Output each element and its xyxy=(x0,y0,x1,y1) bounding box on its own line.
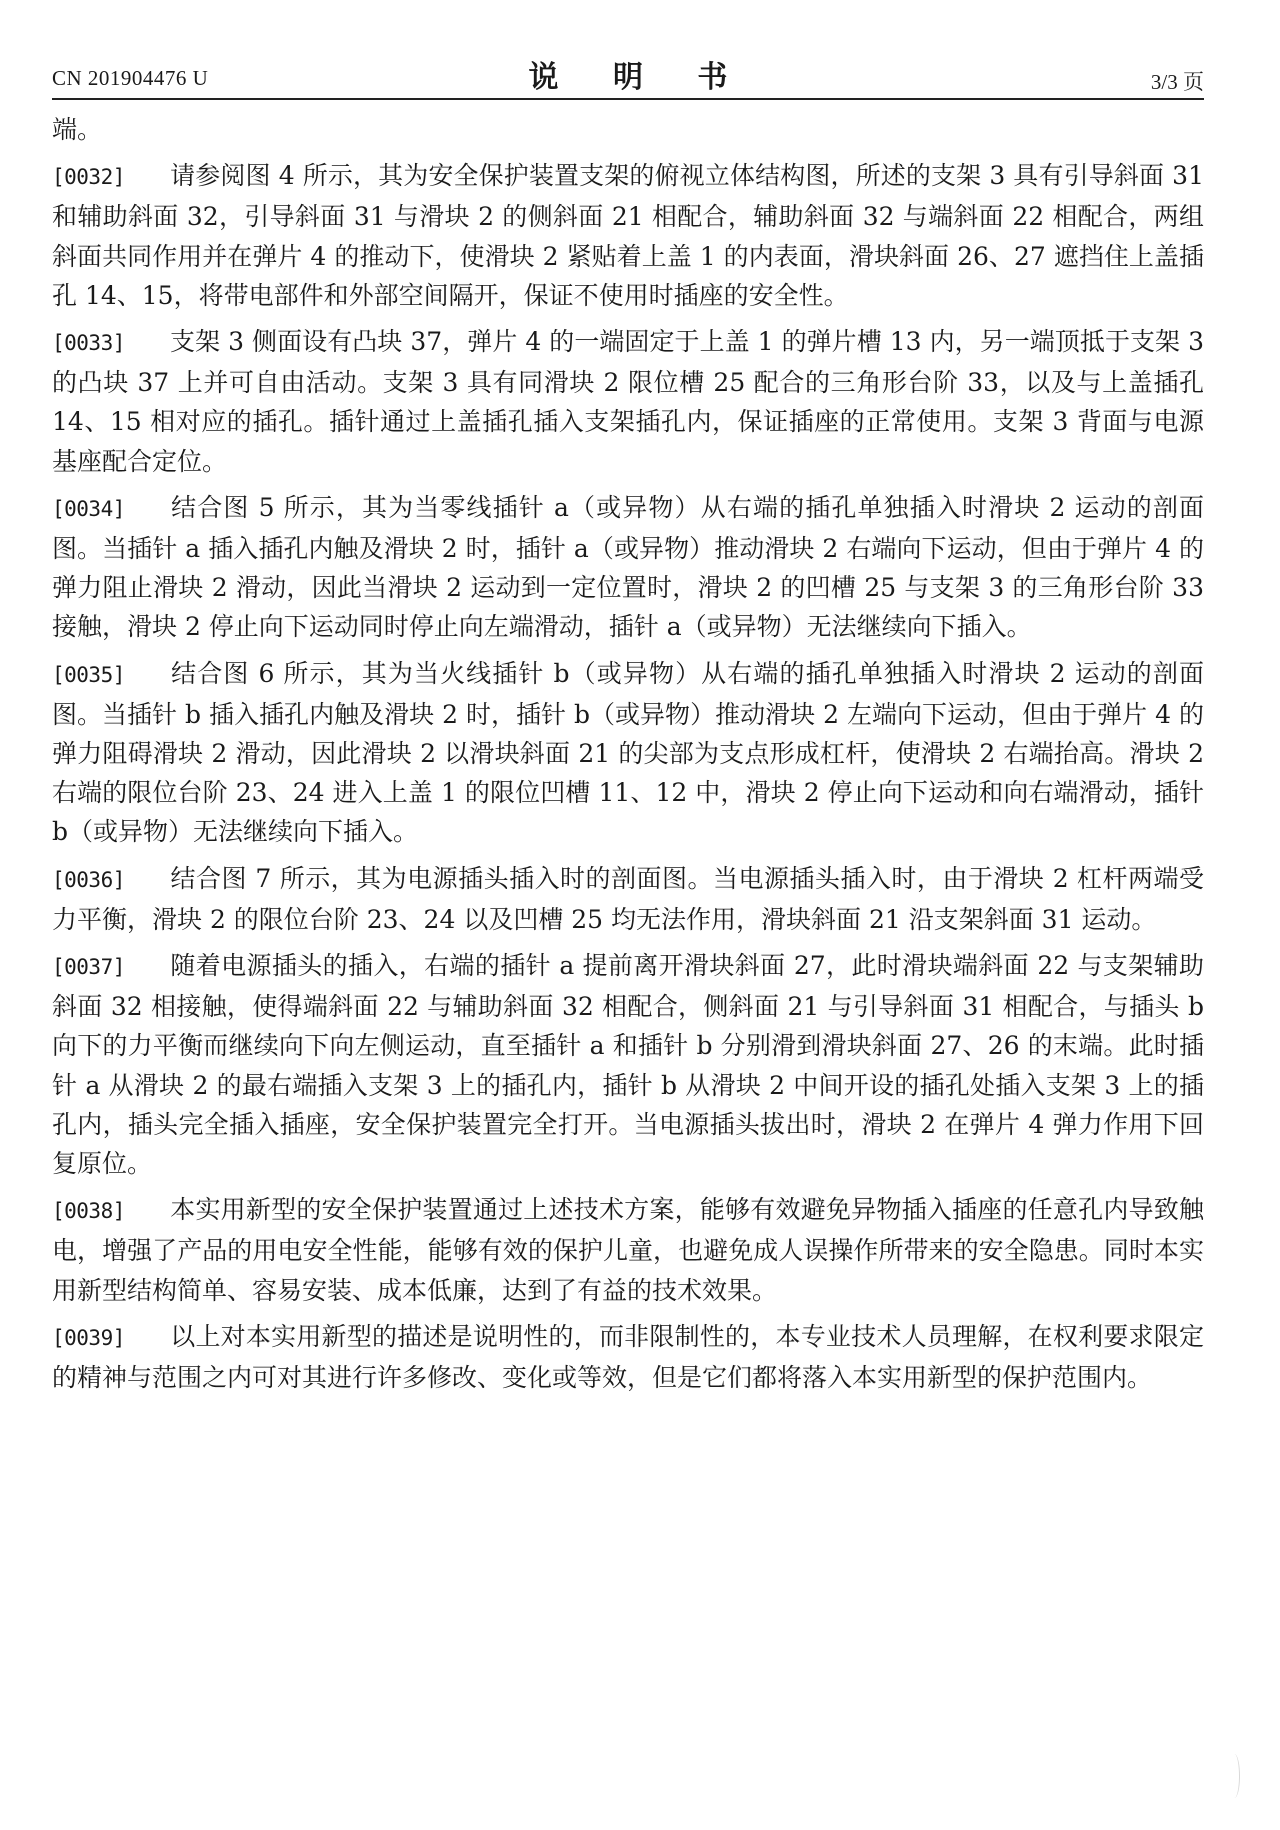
paragraph-0037 xyxy=(52,946,1204,1183)
paragraph-text: 请参阅图 4 所示，其为安全保护装置支架的俯视立体结构图，所述的支架 3 具有引导斜面 31 和辅助斜面 32，引导斜面 31 与滑块 2 的侧斜面 21 相配合，辅助斜面 32 与端斜面 22 相配合，两组斜面共同作用并在弹片 4 的推动下，使滑块 2 紧贴着上盖 1 的内表面，滑块斜面 26、27 遮挡住上盖插孔 14、15，将带电部件和外部空间隔开，保证不使用时插座的安全性。 xyxy=(52,161,1204,310)
paragraph-text: 随着电源插头的插入，右端的插针 a 提前离开滑块斜面 27，此时滑块端斜面 22 与支架辅助斜面 32 相接触，使得端斜面 22 与辅助斜面 32 相配合，侧斜面 21 与引导斜面 31 相配合，与插头 b 向下的力平衡而继续向下向左侧运动，直至插针 a 和插针 b 分别滑到滑块斜面 27、26 的末端。此时插针 a 从滑块 2 的最右端插入支架 3 上的插孔内，插针 b 从滑块 2 中间开设的插孔处插入支架 3 上的插孔内，插头完全插入插座，安全保护装置完全打开。当电源插头拔出时，滑块 2 在弹片 4 弹力作用下回复原位。 xyxy=(52,951,1204,1179)
document-body xyxy=(52,110,1204,1404)
document-title: 说 明 书 xyxy=(528,60,750,95)
paragraph-text: 本实用新型的安全保护装置通过上述技术方案，能够有效避免异物插入插座的任意孔内导致触电，增强了产品的用电安全性能，能够有效的保护儿童，也避免成人误操作所带来的安全隐患。同时本实用新型结构简单、容易安装、成本低廉，达到了有益的技术效果。 xyxy=(52,1195,1204,1305)
paragraph-text: 端。 xyxy=(52,115,103,144)
paragraph-0039 xyxy=(52,1317,1204,1397)
paragraph-number: [0036] xyxy=(52,867,125,892)
paragraph-0034 xyxy=(52,488,1204,647)
paragraph-text: 支架 3 侧面设有凸块 37，弹片 4 的一端固定于上盖 1 的弹片槽 13 内，另一端顶抵于支架 3 的凸块 37 上并可自由活动。支架 3 具有同滑块 2 限位槽 25 配合的三角形台阶 33，以及与上盖插孔 14、15 相对应的插孔。插针通过上盖插孔插入支架插孔内，保证插座的正常使用。支架 3 背面与电源基座配合定位。 xyxy=(52,327,1204,476)
paragraph-number: [0034] xyxy=(52,496,125,521)
paragraph-0036 xyxy=(52,859,1204,939)
paragraph-text: 结合图 5 所示，其为当零线插针 a（或异物）从右端的插孔单独插入时滑块 2 运动的剖面图。当插针 a 插入插孔内触及滑块 2 时，插针 a（或异物）推动滑块 2 右端向下运动，但由于弹片 4 的弹力阻止滑块 2 滑动，因此当滑块 2 运动到一定位置时，滑块 2 的凹槽 25 与支架 3 的三角形台阶 33 接触，滑块 2 停止向下运动同时停止向左端滑动，插针 a（或异物）无法继续向下插入。 xyxy=(52,492,1204,642)
paragraph-number: [0037] xyxy=(52,955,125,980)
paragraph-number: [0038] xyxy=(52,1199,125,1224)
paragraph-text: 结合图 7 所示，其为电源插头插入时的剖面图。当电源插头插入时，由于滑块 2 杠杆两端受力平衡，滑块 2 的限位台阶 23、24 以及凹槽 25 均无法作用，滑块斜面 21 沿支架斜面 31 运动。 xyxy=(52,863,1204,934)
document-number: CN 201904476 U xyxy=(52,66,209,90)
page-header xyxy=(52,44,1204,96)
paragraph-0038 xyxy=(52,1190,1204,1310)
paragraph-0035 xyxy=(52,654,1204,852)
paragraph-text: 以上对本实用新型的描述是说明性的，而非限制性的，本专业技术人员理解，在权利要求限定的精神与范围之内可对其进行许多修改、变化或等效，但是它们都将落入本实用新型的保护范围内。 xyxy=(52,1321,1204,1393)
paragraph-number: [0039] xyxy=(52,1325,125,1350)
paragraph-number: [0033] xyxy=(52,331,125,356)
paragraph-text: 结合图 6 所示，其为当火线插针 b（或异物）从右端的插孔单独插入时滑块 2 运动的剖面图。当插针 b 插入插孔内触及滑块 2 时，插针 b（或异物）推动滑块 2 左端向下运动，但由于弹片 4 的弹力阻碍滑块 2 滑动，因此滑块 2 以滑块斜面 21 的尖部为支点形成杠杆，使滑块 2 右端抬高。滑块 2 右端的限位台阶 23、24 进入上盖 1 的限位凹槽 11、12 中，滑块 2 停止向下运动和向右端滑动，插针 b（或异物）无法继续向下插入。 xyxy=(52,658,1204,847)
scan-edge-mark xyxy=(1229,1754,1240,1798)
paragraph-0033 xyxy=(52,322,1204,481)
paragraph-number: [0032] xyxy=(52,165,125,190)
header-divider xyxy=(52,98,1204,100)
page-number: 3/3 页 xyxy=(1150,70,1204,94)
paragraph-0032 xyxy=(52,156,1204,315)
paragraph-continuation xyxy=(52,110,1204,149)
paragraph-number: [0035] xyxy=(52,662,125,687)
